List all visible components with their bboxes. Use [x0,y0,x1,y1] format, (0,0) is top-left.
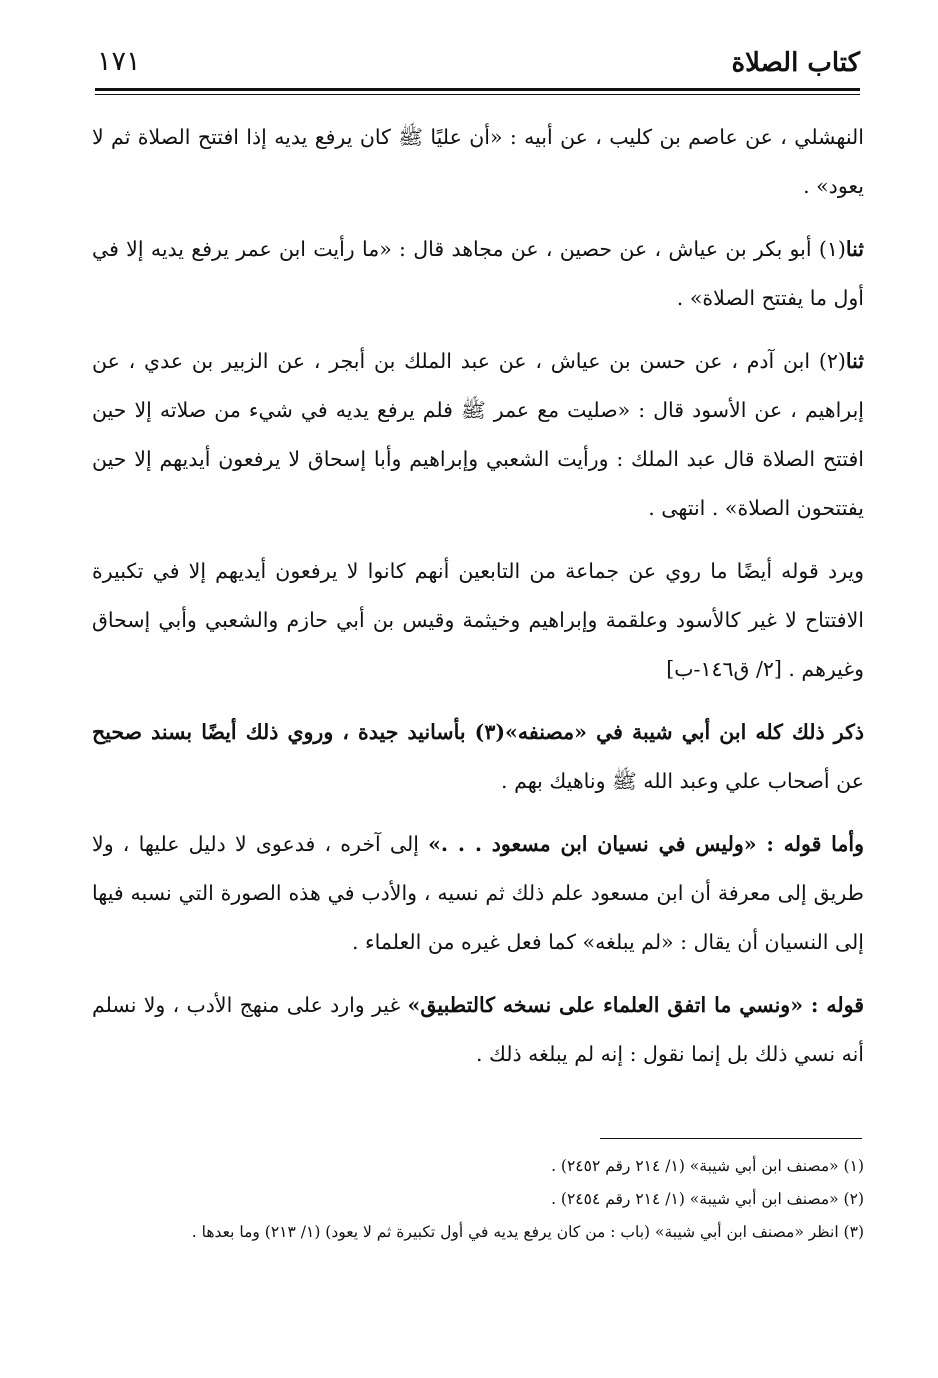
footnote: (١) «مصنف ابن أبي شيبة» (١/ ٢١٤ رقم ٢٤٥٢) . [551,1157,864,1175]
paragraph [92,547,864,694]
paragraph [92,820,864,967]
text-run-bold: ثنا [845,237,864,261]
text-run: (١) أبو بكر بن عياش ، عن حصين ، عن مجاهد قال : «ما رأيت ابن عمر يرفع يديه إلا في أول ما يفتتح الصلاة» . [92,237,864,310]
footnote: (٢) «مصنف ابن أبي شيبة» (١/ ٢١٤ رقم ٢٤٥٤) . [551,1190,864,1208]
main-text [92,113,864,1093]
page-number: ١٧١ [97,46,141,77]
text-run-bold: ثنا [845,349,864,373]
text-run: النهشلي ، عن عاصم بن كليب ، عن أبيه : «أن عليًا ﷺ كان يرفع يديه إذا افتتح الصلاة ثم لا يعود» . [92,125,864,198]
text-run: (٢) ابن آدم ، عن حسن بن عياش ، عن عبد الملك بن أبجر ، عن الزبير بن عدي ، عن إبراهيم ، عن الأسود قال : «صليت مع عمر ﷺ فلم يرفع يديه في شيء من صلاته إلا حين افتتح الصلاة قال عبد الملك : ورأيت الشعبي وإبراهيم وأبا إسحاق لا يرفعون أيديهم إلا حين يفتتحون الصلاة» . انتهى . [92,349,864,520]
paragraph [92,113,864,211]
header-rule-thin [95,94,860,95]
paragraph [92,708,864,806]
text-run: عن أصحاب علي وعبد الله ﷺ وناهيك بهم . [501,769,864,793]
page-header [95,40,860,90]
text-run-bold: ذكر ذلك كله ابن أبي شيبة في «مصنفه»(٣) بأسانيد جيدة ، وروي ذلك أيضًا بسند صحيح [92,720,864,744]
footnotes [92,1150,864,1249]
text-run: غير وارد على منهج الأدب ، ولا نسلم أنه نسي ذلك بل إنما نقول : إنه لم يبلغه ذلك . [92,993,864,1066]
text-run-bold: قوله : «ونسي ما اتفق العلماء على نسخه كالتطبيق» [407,993,865,1017]
running-title: كتاب الصلاة [731,48,860,78]
text-run: إلى آخره ، فدعوى لا دليل عليها ، ولا طريق إلى معرفة أن ابن مسعود علم ذلك ثم نسيه ، والأدب في هذه الصورة التي نسبه فيها إلى النسيان أن يقال : «لم يبلغه» كما فعل غيره من العلماء . [92,832,864,954]
footnote: (٣) انظر «مصنف ابن أبي شيبة» (باب : من كان يرفع يديه في أول تكبيرة ثم لا يعود) (١/ ٢١٣) وما بعدها . [191,1223,864,1241]
footnote-separator [600,1138,862,1139]
paragraph [92,337,864,533]
text-run-bold: وأما قوله : «وليس في نسيان ابن مسعود . . .» [428,832,865,856]
paragraph [92,981,864,1079]
header-rule [95,88,860,91]
paragraph [92,225,864,323]
text-run: ويرد قوله أيضًا ما روي عن جماعة من التابعين أنهم كانوا لا يرفعون أيديهم إلا في تكبيرة الافتتاح لا غير كالأسود وعلقمة وإبراهيم وخيثمة وقيس بن أبي حازم والشعبي وأبي إسحاق وغيرهم . [٢/ ق١٤٦-ب] [92,559,864,681]
